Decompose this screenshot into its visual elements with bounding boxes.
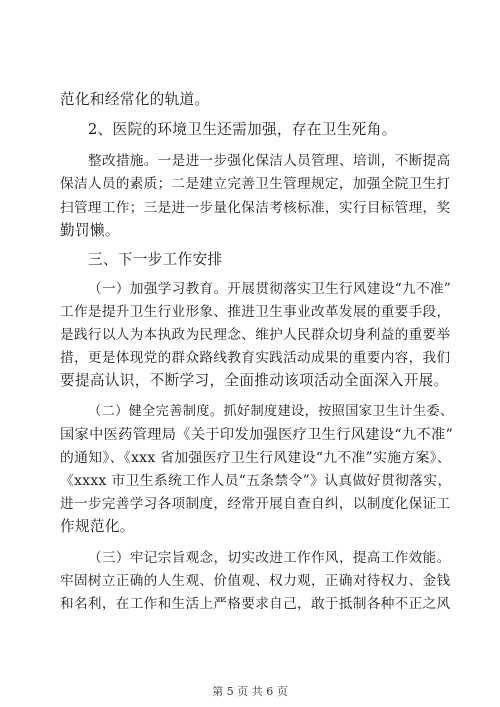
paragraph-line: （一）加强学习教育。开展贯彻落实卫生行风建设“九不准” [88,281,452,297]
paragraph-line: （二）健全完善制度。抓好制度建设，按照国家卫生计生委、 [88,404,454,419]
paragraph-line: 扫管理工作；三是进一步量化保洁考核标准，实行目标管理，奖 [60,200,451,216]
paragraph-line: （三）牢记宗旨观念，切实改进工作作风，提高工作效能。 [88,550,451,566]
paragraph-line: 国家中医药管理局《关于印发加强医疗卫生行风建设“九不准” [60,427,454,443]
paragraph-line: 整改措施。一是进一步强化保洁人员管理、培训，不断提高 [88,153,451,169]
paragraph-line: 措，更是体现党的群众路线教育实践活动成果的重要内容，我们 [60,350,451,366]
paragraph-line: 的通知》、《xxx 省加强医疗卫生行风建设“九不准”实施方案》、 [60,450,452,466]
page-footer: 第 5 页 共 6 页 [212,685,288,698]
paragraph-line: 保洁人员的素质；二是建立完善卫生管理规定，加强全院卫生打 [60,176,451,192]
paragraph-line: 和名利，在工作和生活上严格要求自己，敢于抵制各种不正之风 [60,596,451,612]
section-heading: 三、下一步工作安排 [88,251,223,268]
paragraph-line: 作规范化。 [60,518,135,535]
paragraph-line: 是践行以人为本执政为民理念、维护人民群众切身利益的重要举 [60,327,451,343]
paragraph-line: 牢固树立正确的人生观、价值观、权力观，正确对待权力、金钱 [60,573,451,589]
section-item-2: 2、医院的环境卫生还需加强，存在卫生死角。 [88,121,397,138]
paragraph-line: 进一步完善学习各项制度，经常开展自查自纠，以制度化保证工 [60,496,451,512]
paragraph-line: 《xxxx 市卫生系统工作人员“五条禁令”》认真做好贯彻落实， [60,473,452,489]
paragraph-line: 要提高认识，不断学习，全面推动该项活动全面深入开展。 [60,372,449,389]
paragraph-line: 范化和经常化的轨道。 [60,91,210,108]
paragraph-line: 工作是提升卫生行业形象、推进卫生事业改革发展的重要手段， [60,304,451,320]
paragraph-line: 勤罚懒。 [60,222,120,239]
